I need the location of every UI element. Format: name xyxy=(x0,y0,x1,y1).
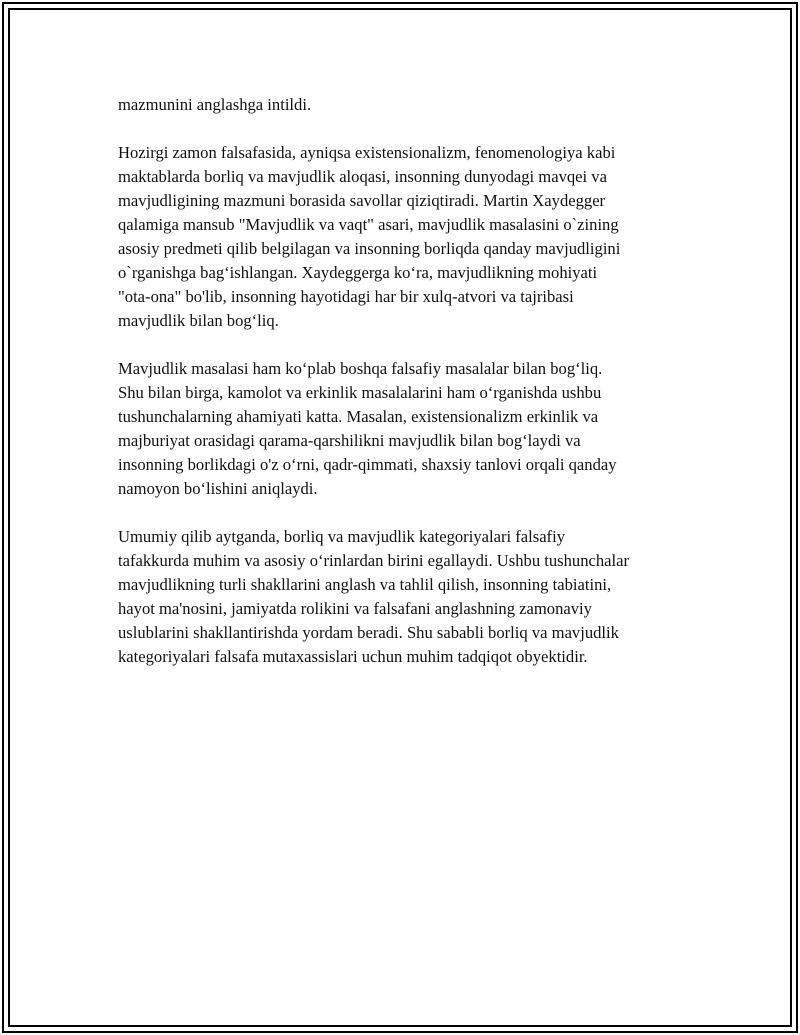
paragraph-1 xyxy=(118,93,698,117)
text-line: Shu bilan birga, kamolot va erkinlik masalalarini ham o‘rganishda ushbu xyxy=(118,383,602,402)
text-line: tafakkurda muhim va asosiy o‘rinlardan birini egallaydi. Ushbu tushunchalar xyxy=(118,551,630,570)
text-line: namoyon bo‘lishini aniqlaydi. xyxy=(118,479,318,498)
document-body xyxy=(118,93,698,693)
text-line: "ota-ona" bo'lib, insonning hayotidagi har bir xulq-atvori va tajribasi xyxy=(118,287,574,306)
text-line: Mavjudlik masalasi ham ko‘plab boshqa falsafiy masalalar bilan bog‘liq. xyxy=(118,359,603,378)
text-line: qalamiga mansub "Mavjudlik va vaqt" asari, mavjudlik masalasini o`zining xyxy=(118,215,619,234)
text-line: tushunchalarning ahamiyati katta. Masalan, existensionalizm erkinlik va xyxy=(118,407,599,426)
paragraph-4 xyxy=(118,525,698,669)
text-line: insonning borlikdagi o'z o‘rni, qadr-qimmati, shaxsiy tanlovi orqali qanday xyxy=(118,455,617,474)
text-line: Umumiy qilib aytganda, borliq va mavjudlik kategoriyalari falsafiy xyxy=(118,527,565,546)
text-line: majburiyat orasidagi qarama-qarshilikni mavjudlik bilan bog‘laydi va xyxy=(118,431,581,450)
text-line: maktablarda borliq va mavjudlik aloqasi, insonning dunyodagi mavqei va xyxy=(118,167,607,186)
text-line: asosiy predmeti qilib belgilagan va insonning borliqda qanday mavjudligini xyxy=(118,239,621,258)
text-line: o`rganishga bag‘ishlangan. Xaydeggerga ko‘ra, mavjudlikning mohiyati xyxy=(118,263,598,282)
text-line: mavjudlikning turli shakllarini anglash va tahlil qilish, insonning tabiatini, xyxy=(118,575,612,594)
text-line: mavjudligining mazmuni borasida savollar qiziqtiradi. Martin Xaydegger xyxy=(118,191,606,210)
text-line: hayot ma'nosini, jamiyatda rolikini va falsafani anglashning zamonaviy xyxy=(118,599,592,618)
text-line: kategoriyalari falsafa mutaxassislari uchun muhim tadqiqot obyektidir. xyxy=(118,647,588,666)
text-line: uslublarini shakllantirishda yordam beradi. Shu sababli borliq va mavjudlik xyxy=(118,623,619,642)
text-line: mavjudlik bilan bog‘liq. xyxy=(118,311,279,330)
paragraph-3 xyxy=(118,357,698,501)
paragraph-2 xyxy=(118,141,698,333)
text-line: mazmunini anglashga intildi. xyxy=(118,95,312,114)
text-line: Hozirgi zamon falsafasida, ayniqsa existensionalizm, fenomenologiya kabi xyxy=(118,143,616,162)
